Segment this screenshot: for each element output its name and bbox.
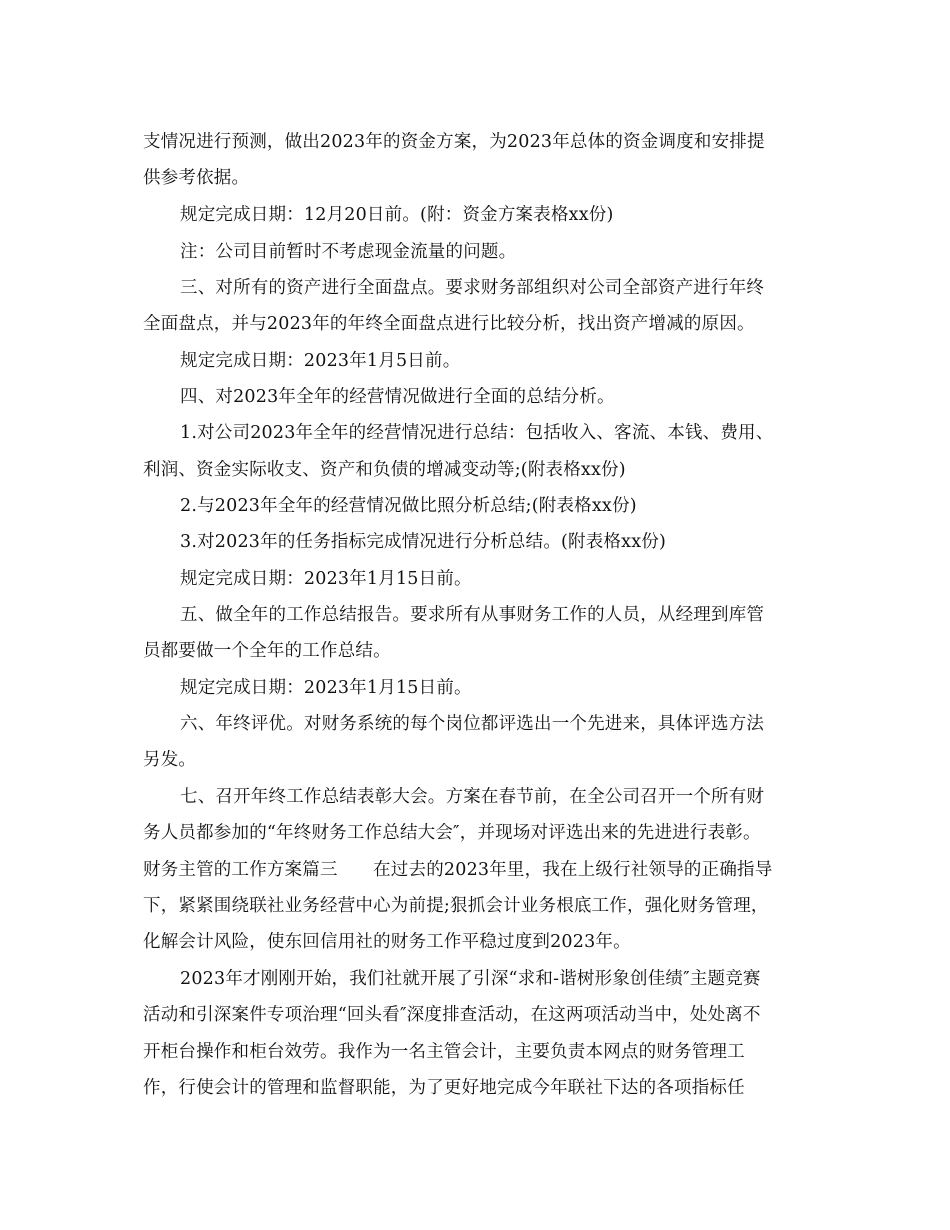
text-line-9: 1.对公司2023年全年的经营情况进行总结：包括收入、客流、本钱、费用、 [180,423,774,443]
text-line-23: 化解会计风险，使东回信用社的财务工作平稳过度到2023年。 [143,932,631,952]
text-line-6: 全面盘点，并与2023年的年终全面盘点进行比较分析，找出资产增减的原因。 [143,314,755,334]
text-line-25: 活动和引深案件专项治理“回头看″深度排查活动，在这两项活动当中，处处离不 [143,1005,761,1025]
text-line-8: 四、对2023年全年的经营情况做进行全面的总结分析。 [180,387,615,407]
text-line-20: 务人员都参加的“年终财务工作总结大会″，并现场对评选出来的先进进行表彰。 [143,823,761,843]
text-line-18: 另发。 [143,750,197,770]
text-line-27: 作，行使会计的管理和监督职能，为了更好地完成今年联社下达的各项指标任 [143,1078,745,1098]
text-line-19: 七、召开年终工作总结表彰大会。方案在春节前，在全公司召开一个所有财 [180,787,765,807]
text-line-22: 下，紧紧围绕联社业务经营中心为前提;狠抓会计业务根底工作，强化财务管理， [143,896,769,916]
text-line-21: 财务主管的工作方案篇三 在过去的2023年里，我在上级行社领导的正确指导 [143,860,773,880]
text-line-12: 3.对2023年的任务指标完成情况进行分析总结。(附表格xx份) [180,532,667,552]
text-line-10: 利润、资金实际收支、资产和负债的增减变动等;(附表格xx份) [143,460,626,480]
text-line-1: 支情况进行预测，做出2023年的资金方案，为2023年总体的资金调度和安排提 [143,132,765,152]
text-line-5: 三、对所有的资产进行全面盘点。要求财务部组织对公司全部资产进行年终 [180,278,765,298]
text-line-14: 五、做全年的工作总结报告。要求所有从事财务工作的人员，从经理到库管 [180,605,765,625]
text-line-7: 规定完成日期：2023年1月5日前。 [180,351,461,371]
text-line-3: 规定完成日期：12月20日前。(附：资金方案表格xx份) [180,205,614,225]
text-line-15: 员都要做一个全年的工作总结。 [143,641,391,661]
text-line-13: 规定完成日期：2023年1月15日前。 [180,569,472,589]
text-line-17: 六、年终评优。对财务系统的每个岗位都评选出一个先进来，具体评选方法 [180,714,765,734]
text-line-11: 2.与2023年全年的经营情况做比照分析总结;(附表格xx份) [180,496,637,516]
text-line-24: 2023年才刚刚开始，我们社就开展了引深“求和-谐树形象创佳绩″主题竞赛 [180,969,761,989]
text-line-4: 注：公司目前暂时不考虑现金流量的问题。 [180,242,517,262]
text-line-26: 开柜台操作和柜台效劳。我作为一名主管会计，主要负责本网点的财务管理工 [143,1042,745,1062]
text-line-2: 供参考依据。 [143,168,250,188]
text-line-16: 规定完成日期：2023年1月15日前。 [180,678,472,698]
